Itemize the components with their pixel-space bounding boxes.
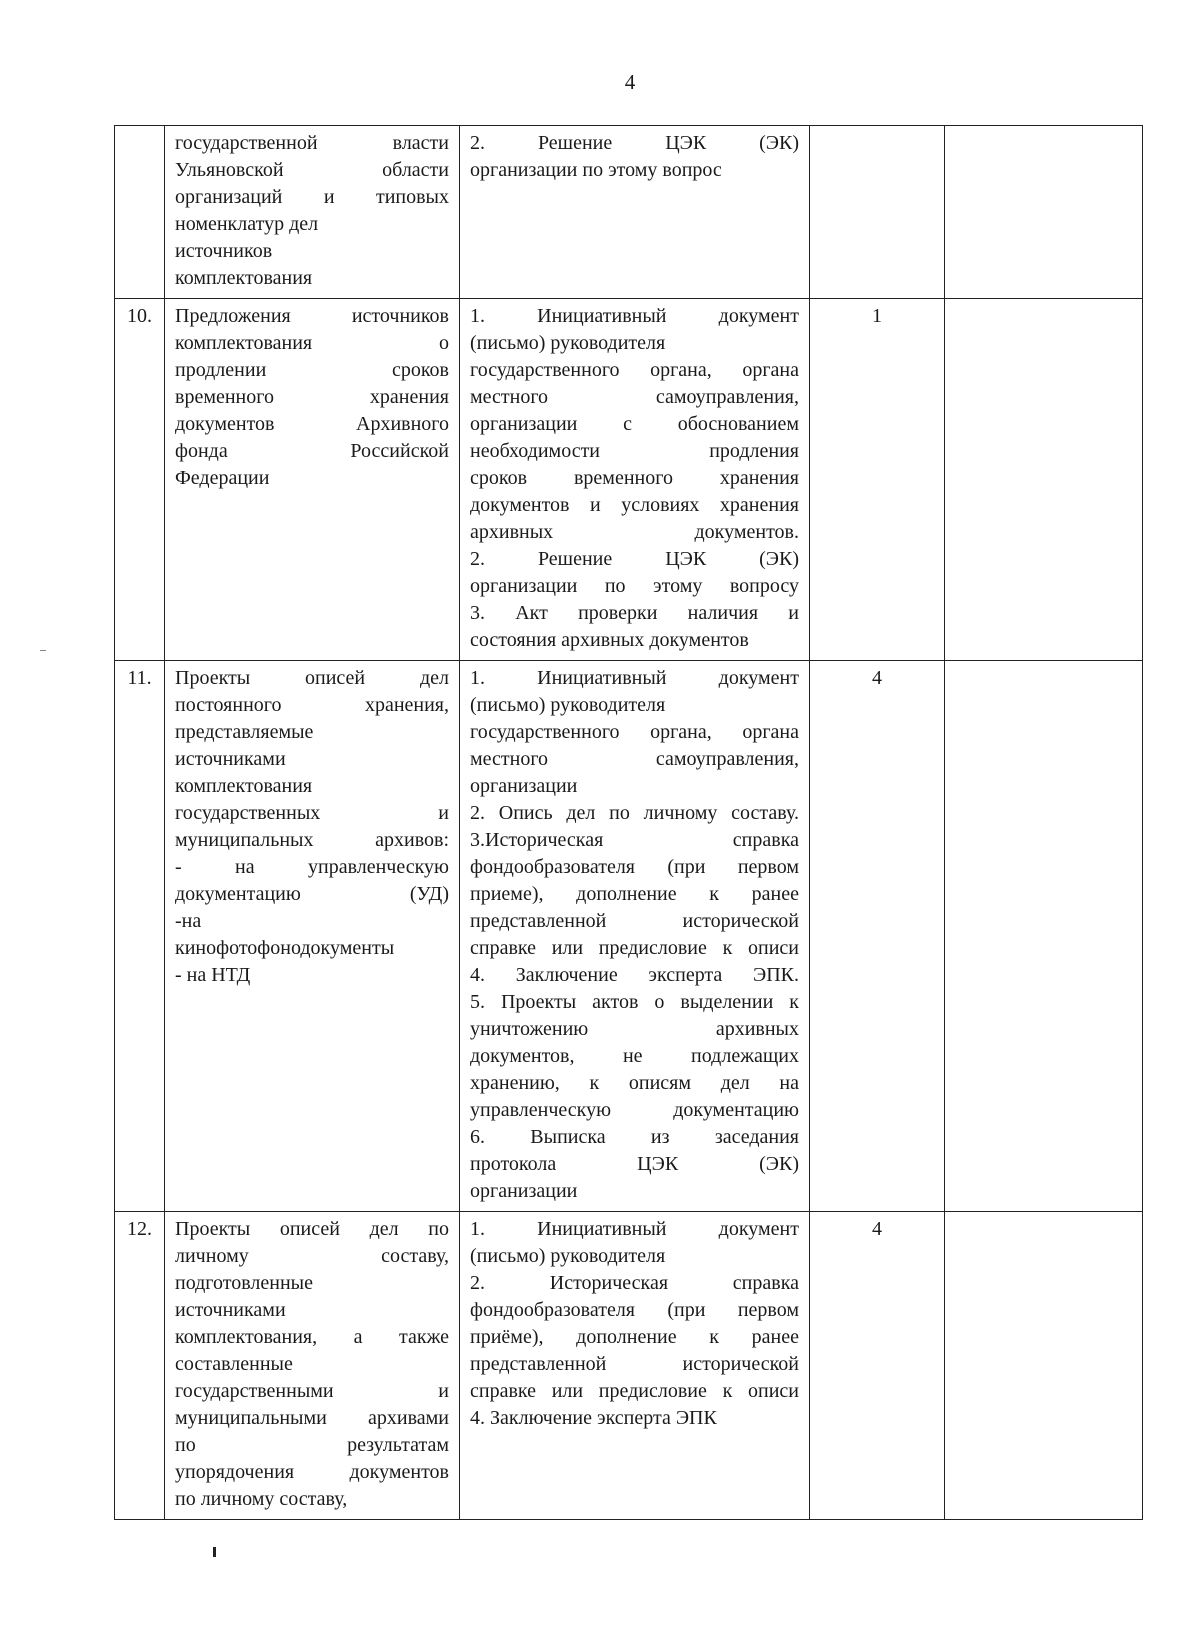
required-document-line: фондообразователя (при первом	[470, 856, 799, 878]
required-document-line: 2. Решение ЦЭК (ЭК)	[470, 132, 799, 154]
document-type-line: государственными и	[175, 1380, 449, 1402]
required-document-line: местного самоуправления,	[470, 748, 799, 770]
document-table	[114, 125, 1143, 1520]
page-number: 4	[624, 70, 636, 94]
required-document-line: 4. Заключение эксперта ЭПК	[470, 1407, 717, 1429]
required-document-line: организации	[470, 1180, 578, 1202]
document-type-line: источниками	[175, 748, 286, 770]
required-document-line: организации	[470, 775, 578, 797]
required-document-line: 2. Решение ЦЭК (ЭК)	[470, 548, 799, 570]
required-document-line: справке или предисловие к описи	[470, 1380, 799, 1402]
document-type-line: по личному составу,	[175, 1488, 348, 1510]
required-document-line: (письмо) руководителя	[470, 332, 666, 354]
document-type-line: постоянного хранения,	[175, 694, 449, 716]
required-document-line: 1. Инициативный документ	[470, 1218, 799, 1240]
document-type-line: продлении сроков	[175, 359, 449, 381]
document-type-line: подготовленные	[175, 1272, 313, 1294]
document-type-line: комплектования	[175, 267, 313, 289]
required-documents-cell	[460, 1212, 810, 1520]
required-document-line: документов, не подлежащих	[470, 1045, 799, 1067]
margin-mark	[40, 650, 46, 651]
required-document-line: 3. Акт проверки наличия и	[470, 602, 799, 624]
document-type-line: личному составу,	[175, 1245, 449, 1267]
required-document-line: сроков временного хранения	[470, 467, 799, 489]
document-type-line: составленные	[175, 1353, 293, 1375]
document-type-line: Ульяновской области	[175, 159, 449, 181]
required-document-line: представленной исторической	[470, 910, 799, 932]
required-document-line: управленческую документацию	[470, 1099, 799, 1121]
document-type-line: комплектования	[175, 775, 313, 797]
count-cell: 4	[810, 1212, 945, 1520]
table-row	[115, 126, 1143, 299]
document-type-cell	[165, 126, 460, 299]
document-type-line: номенклатур дел	[175, 213, 319, 235]
required-document-line: организации по этому вопросу	[470, 575, 799, 597]
required-document-line: представленной исторической	[470, 1353, 799, 1375]
required-document-line: организации с обоснованием	[470, 413, 799, 435]
required-documents-cell	[460, 126, 810, 299]
document-type-line: Предложения источников	[175, 305, 449, 327]
document-type-line: - на управленческую	[175, 856, 449, 878]
required-document-line: фондообразователя (при первом	[470, 1299, 799, 1321]
document-type-line: временного хранения	[175, 386, 449, 408]
required-document-line: 2. Опись дел по личному составу.	[470, 802, 799, 824]
document-type-line: Проекты описей дел по	[175, 1218, 449, 1240]
required-document-line: 6. Выписка из заседания	[470, 1126, 799, 1148]
document-type-cell	[165, 1212, 460, 1520]
required-documents-cell	[460, 299, 810, 661]
empty-cell	[945, 126, 1143, 299]
row-number	[115, 126, 165, 299]
required-document-line: организации по этому вопрос	[470, 159, 722, 181]
required-document-line: (письмо) руководителя	[470, 1245, 666, 1267]
table-row	[115, 661, 1143, 1212]
document-type-line: - на НТД	[175, 964, 251, 986]
required-document-line: уничтожению архивных	[470, 1018, 799, 1040]
document-type-line: источниками	[175, 1299, 286, 1321]
table-row	[115, 1212, 1143, 1520]
row-number: 11.	[115, 661, 165, 1212]
document-type-line: кинофотофонодокументы	[175, 937, 395, 959]
document-type-line: документацию (УД)	[175, 883, 449, 905]
row-number: 10.	[115, 299, 165, 661]
document-type-cell	[165, 661, 460, 1212]
document-type-line: источников	[175, 240, 273, 262]
count-cell: 4	[810, 661, 945, 1212]
document-type-line: документов Архивного	[175, 413, 449, 435]
required-document-line: справке или предисловие к описи	[470, 937, 799, 959]
document-type-line: государственных и	[175, 802, 449, 824]
document-type-line: муниципальных архивов:	[175, 829, 449, 851]
document-type-line: муниципальными архивами	[175, 1407, 449, 1429]
document-type-line: государственной власти	[175, 132, 449, 154]
stray-mark	[213, 1547, 216, 1557]
required-document-line: необходимости продления	[470, 440, 799, 462]
empty-cell	[945, 1212, 1143, 1520]
document-type-line: организаций и типовых	[175, 186, 449, 208]
required-document-line: государственного органа, органа	[470, 359, 799, 381]
required-document-line: 3.Историческая справка	[470, 829, 799, 851]
document-type-line: комплектования о	[175, 332, 449, 354]
required-document-line: приеме), дополнение к ранее	[470, 883, 799, 905]
document-type-cell	[165, 299, 460, 661]
required-document-line: 2. Историческая справка	[470, 1272, 799, 1294]
row-number: 12.	[115, 1212, 165, 1520]
required-document-line: 5. Проекты актов о выделении к	[470, 991, 799, 1013]
required-document-line: 1. Инициативный документ	[470, 305, 799, 327]
required-document-line: состояния архивных документов	[470, 629, 749, 651]
required-document-line: 4. Заключение эксперта ЭПК.	[470, 964, 799, 986]
required-document-line: (письмо) руководителя	[470, 694, 666, 716]
required-document-line: хранению, к описям дел на	[470, 1072, 799, 1094]
empty-cell	[945, 299, 1143, 661]
required-document-line: протокола ЦЭК (ЭК)	[470, 1153, 799, 1175]
document-type-line: представляемые	[175, 721, 314, 743]
document-type-line: по результатам	[175, 1434, 449, 1456]
document-type-line: -на	[175, 910, 202, 932]
required-document-line: государственного органа, органа	[470, 721, 799, 743]
document-type-line: Проекты описей дел	[175, 667, 449, 689]
required-document-line: местного самоуправления,	[470, 386, 799, 408]
count-cell: 1	[810, 299, 945, 661]
empty-cell	[945, 661, 1143, 1212]
document-type-line: фонда Российской	[175, 440, 449, 462]
required-document-line: 1. Инициативный документ	[470, 667, 799, 689]
document-type-line: Федерации	[175, 467, 270, 489]
table-row	[115, 299, 1143, 661]
required-document-line: архивных документов.	[470, 521, 799, 543]
required-document-line: документов и условиях хранения	[470, 494, 799, 516]
count-cell	[810, 126, 945, 299]
required-document-line: приёме), дополнение к ранее	[470, 1326, 799, 1348]
document-type-line: упорядочения документов	[175, 1461, 449, 1483]
document-type-line: комплектования, а также	[175, 1326, 449, 1348]
required-documents-cell	[460, 661, 810, 1212]
